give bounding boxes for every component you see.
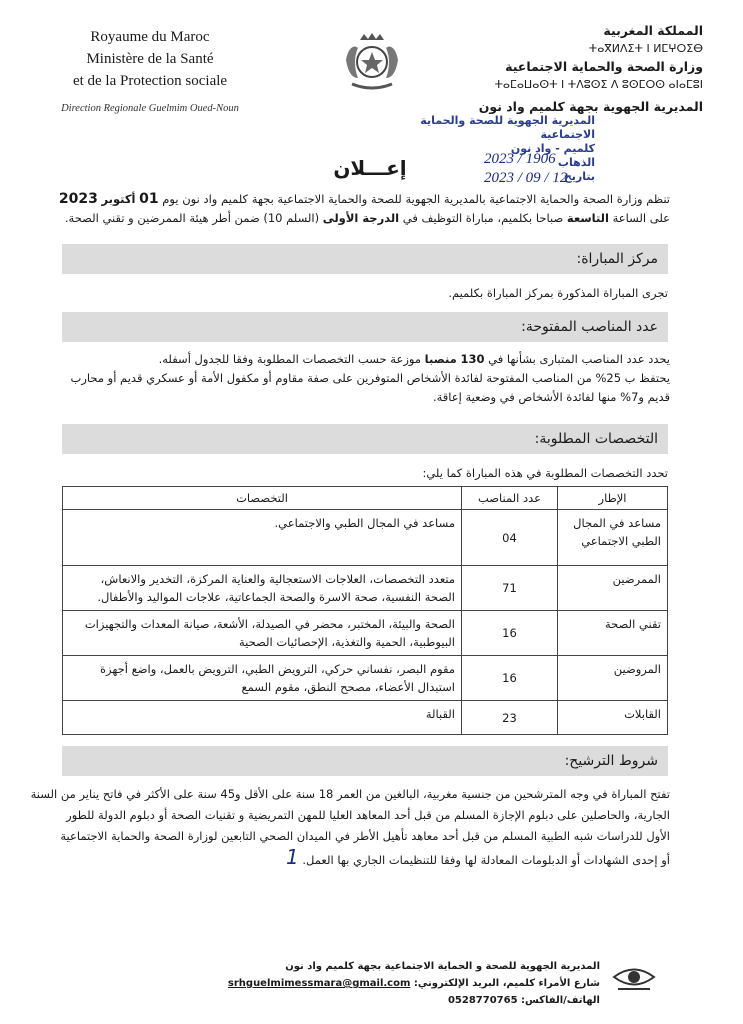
positions-line2: يحتفظ ب 25% من المناصب المفتوحة لفائدة الأشخاص المتوفرين على صفة مقاوم أو مكفول الأمة أو عسكري قديم أو محارب xyxy=(70,371,670,385)
section-center-text: تجرى المباراة المذكورة بمركز المباراة بكلميم. xyxy=(448,286,668,300)
intro-month: أكتوبر xyxy=(101,192,136,206)
eye-logo-icon xyxy=(612,962,656,992)
header-french xyxy=(40,26,260,120)
column-header-cadre: الإطار xyxy=(558,487,668,510)
cell-count: 23 xyxy=(462,701,558,735)
table-row xyxy=(63,510,668,566)
handwritten-date: 2023 / 09 / 12 xyxy=(484,170,568,186)
intro-line2-b: صباحا بكلميم، مباراة التوظيف في xyxy=(402,211,564,225)
stamp-line2: الاجتماعية xyxy=(540,128,595,141)
kingdom-ar: المملكة المغربية xyxy=(603,23,703,38)
stamp-departure-label: الذهاب xyxy=(557,156,595,169)
intro-line2-c: (السلم 10) ضمن أطر هيئة الممرضين و تقني الصحة. xyxy=(64,211,320,225)
ministry-tifinagh: ⵜⴰⵎⴰⵡⴰⵙⵜ ⵏ ⵜⴷⵓⵙⵉ ⴷ ⵓⵙⵎⵔⵙ ⴰⵏⴰⵎⵓⵏ xyxy=(494,78,703,91)
cell-specialties: القبالة xyxy=(63,701,462,735)
positions-line1-a: يحدد عدد المناصب المتبارى بشأنها في xyxy=(488,352,670,366)
intro-hour-label: على الساعة xyxy=(612,211,670,225)
table-row xyxy=(63,701,668,735)
footer-phone: 0528770765 xyxy=(447,995,518,1006)
specialties-intro: تحدد التخصصات المطلوبة في هذه المباراة كما يلي: xyxy=(422,466,668,480)
table-header-row xyxy=(63,487,668,510)
footer-direction: المديرية الجهوية للصحة و الحماية الاجتماعية بجهة كلميم واد نون xyxy=(285,961,600,972)
cell-cadre: المروضين xyxy=(558,656,668,701)
positions-line1-b: موزعة حسب التخصصات المطلوبة وفقا للجدول أسفله. xyxy=(158,352,421,366)
cell-cadre: مساعد في المجال الطبي الاجتماعي xyxy=(558,510,668,566)
cell-specialties: مساعد في المجال الطبي والاجتماعي. xyxy=(63,510,462,566)
cell-cadre: القابلات xyxy=(558,701,668,735)
footer-email[interactable]: srhguelmimessmara@gmail.com xyxy=(227,978,411,989)
table-row xyxy=(63,611,668,656)
section-heading-center: مركز المباراة: xyxy=(62,244,668,274)
ministry-fr-line1: Ministère de la Santé xyxy=(86,51,214,67)
column-header-count: عدد المناصب xyxy=(462,487,558,510)
stamp-line3: كلميم - واد نون xyxy=(510,142,595,155)
footer xyxy=(180,958,600,1009)
conditions-line2: الجارية، والحاصلين على دبلوم الإجازة المسلم من قبل أحد المعاهد العليا للمهن التمريضية و تقنيات الصحة أو دبلوم الدولة للطور xyxy=(66,808,670,822)
conditions-line1: تفتح المباراة في وجه المترشحين من جنسية مغربية، البالغين من العمر 18 سنة على الأقل و45 سنة على الأكثر في فاتح يناير من السنة xyxy=(30,787,670,801)
section-heading-conditions: شروط الترشيح: xyxy=(62,746,668,776)
footer-address-label: شارع الأمراء كلميم، البريد الإلكتروني: xyxy=(413,978,600,989)
table-row xyxy=(63,656,668,701)
stamp-line1: المديرية الجهوية للصحة والحماية xyxy=(420,114,595,127)
intro-day: 01 xyxy=(139,191,159,207)
page-title: إعـــلان xyxy=(333,156,407,180)
intro-grade: الدرجة الأولى xyxy=(322,211,400,225)
conditions-paragraph xyxy=(30,784,670,871)
section-heading-positions: عدد المناصب المفتوحة: xyxy=(62,312,668,342)
direction-fr: Direction Regionale Guelmim Oued-Noun xyxy=(61,103,239,114)
specialties-table xyxy=(62,486,668,735)
intro-line1: تنظم وزارة الصحة والحماية الاجتماعية بالمديرية الجهوية للصحة والحماية الاجتماعية بجهة كلميم واد نون يوم xyxy=(162,192,670,206)
cell-cadre: الممرضين xyxy=(558,566,668,611)
handwritten-number: 2023 / 1906 xyxy=(484,151,556,167)
cell-count: 04 xyxy=(462,510,558,566)
ministry-fr-line2: et de la Protection sociale xyxy=(72,73,228,89)
positions-count: 130 xyxy=(460,352,485,366)
intro-paragraph xyxy=(56,190,670,228)
conditions-line3: الأول للدراسات شبه الطبية المسلم من قبل أحد معاهد تأهيل الأطر في الميدان الصحي التابعين لوزارة الصحة والحماية الاجتماعية xyxy=(60,829,670,843)
ministry-ar: وزارة الصحة والحماية الاجتماعية xyxy=(505,59,703,74)
handwritten-reference xyxy=(484,150,567,188)
table-row xyxy=(63,566,668,611)
kingdom-tifinagh: ⵜⴰⴳⵍⴷⵉⵜ ⵏ ⵍⵎⵖⵔⵉⴱ xyxy=(588,42,703,55)
positions-paragraph xyxy=(56,350,670,407)
section-heading-specialties: التخصصات المطلوبة: xyxy=(62,424,668,454)
direction-ar: المديرية الجهوية بجهة كلميم واد نون xyxy=(478,99,703,114)
intro-year: 2023 xyxy=(58,191,98,207)
footer-phone-label: الهاتف/الفاكس: xyxy=(521,995,600,1006)
cell-count: 71 xyxy=(462,566,558,611)
cell-specialties: الصحة والبيئة، المختبر، محضر في الصيدلة، الأشعة، صيانة المعدات والتجهيزات البيوطبية، الحمية والتغذية، الإحصائيات الصحية xyxy=(63,611,462,656)
kingdom-fr: Royaume du Maroc xyxy=(90,29,210,45)
royal-emblem-icon xyxy=(340,30,404,94)
stamp-date-label: بتاريخ xyxy=(563,170,595,183)
cell-cadre: تقني الصحة xyxy=(558,611,668,656)
cell-specialties: متعدد التخصصات، العلاجات الاستعجالية والعناية المركزة، التخدير والانعاش، الصحة النفسية، صحة الاسرة والصحة الجماعاتية، علاجات المواليد والأطفال. xyxy=(63,566,462,611)
positions-count-word: منصبا xyxy=(424,352,457,366)
cell-count: 16 xyxy=(462,611,558,656)
cell-specialties: مقوم البصر، نفساني حركي، الترويض الطبي، الترويض بالعمل، واضع أجهزة استبدال الأعضاء، مصحح النطق، مقوم السمع xyxy=(63,656,462,701)
header-arabic xyxy=(423,22,703,116)
positions-line3: قديم و7% منها لفائدة الأشخاص في وضعية إعاقة. xyxy=(432,390,670,404)
intro-hour: التاسعة xyxy=(566,211,609,225)
conditions-line4: أو إحدى الشهادات أو الدبلومات المعادلة لها وفقا للتنظيمات الجاري بها العمل. xyxy=(302,853,670,867)
cell-count: 16 xyxy=(462,656,558,701)
page-mark: 1 xyxy=(286,845,299,869)
column-header-specialties: التخصصات xyxy=(63,487,462,510)
